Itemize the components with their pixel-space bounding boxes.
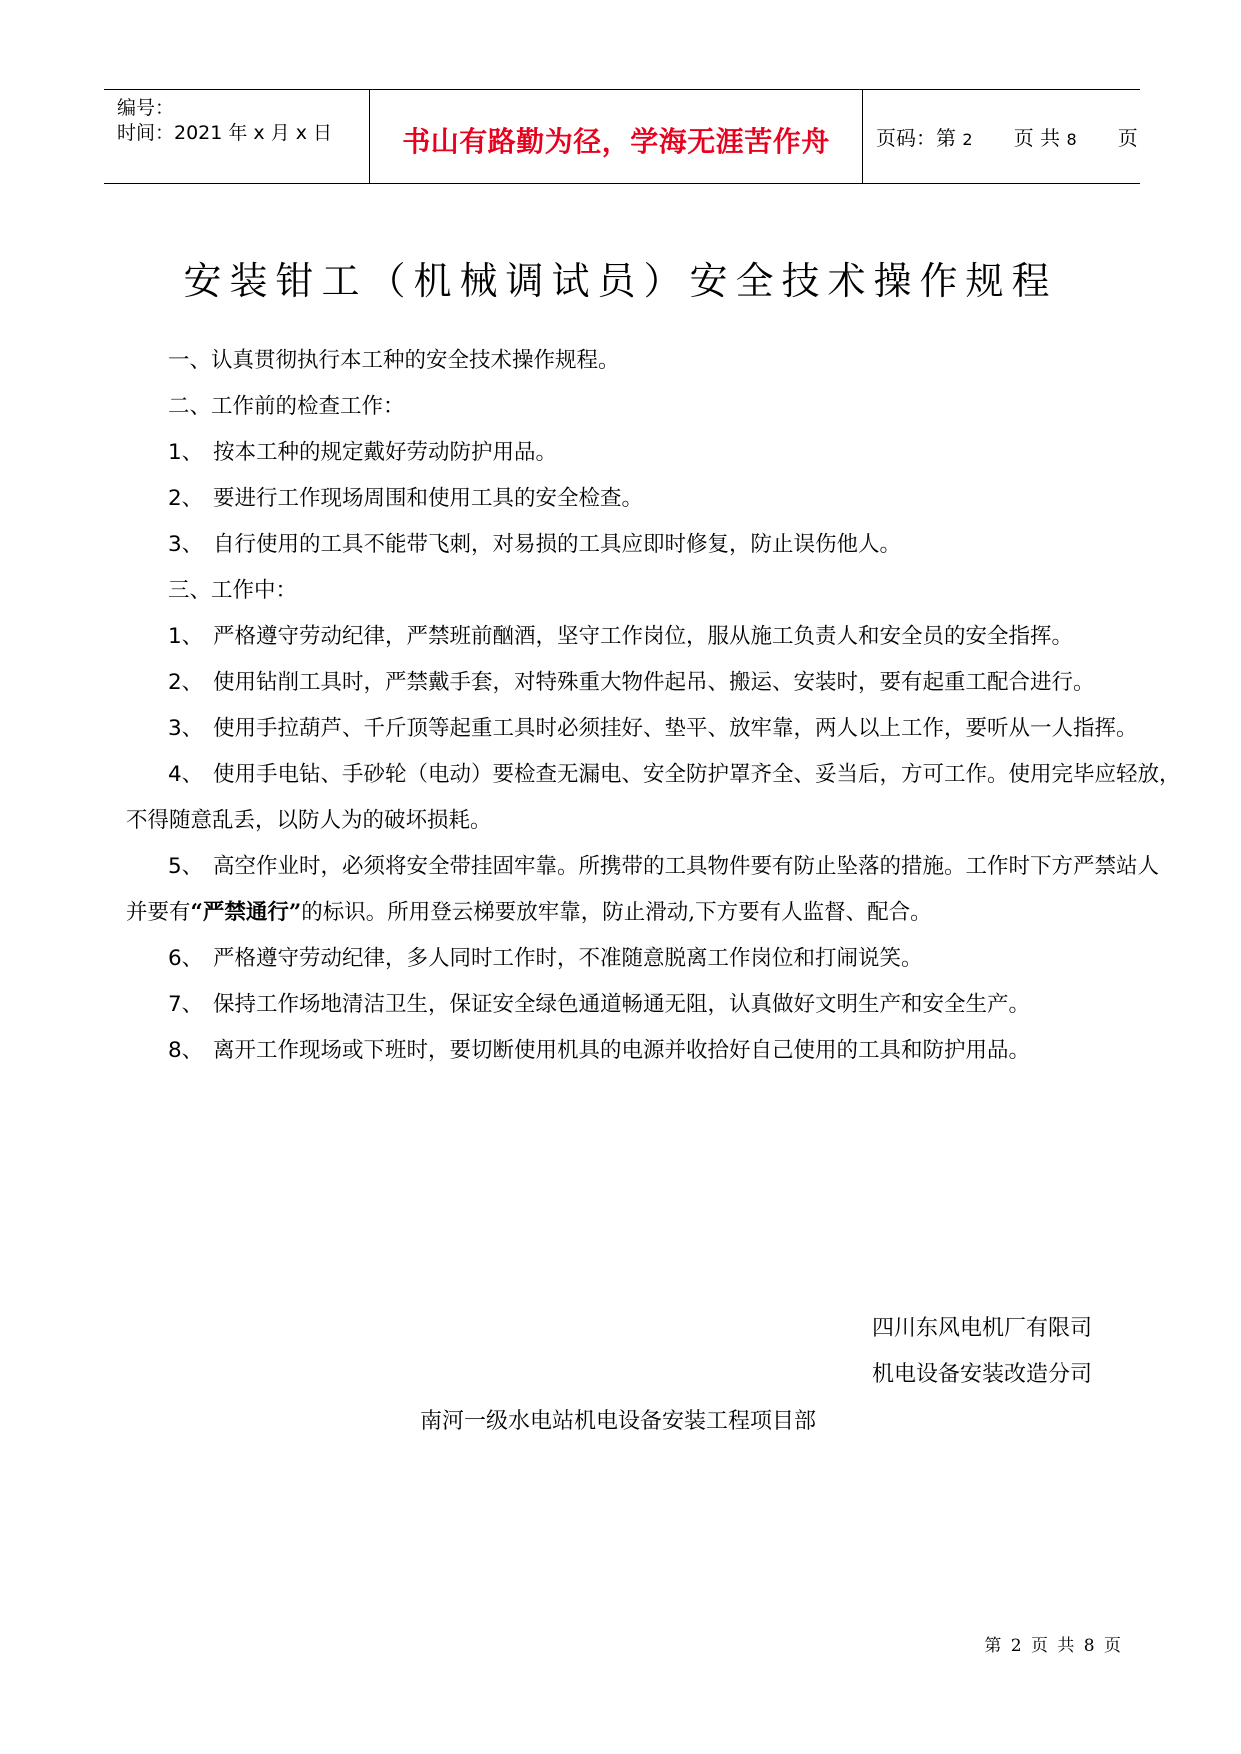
rule-line xyxy=(126,1028,1136,1074)
rule-line xyxy=(126,706,1136,752)
rule-line xyxy=(126,568,1136,614)
rule-line xyxy=(126,844,1160,890)
rule-text: 离开工作现场或下班时，要切断使用机具的电源并收拾好自己使用的工具和防护用品。 xyxy=(213,1038,1031,1063)
rule-text: 按本工种的规定戴好劳动防护用品。 xyxy=(213,440,558,465)
rule-text: 要进行工作现场周围和使用工具的安全检查。 xyxy=(213,486,644,511)
signature-project: 南河一级水电站机电设备安装工程项目部 xyxy=(420,1409,817,1434)
rule-text: 不得随意乱丢，以防人为的破坏损耗。 xyxy=(126,808,492,833)
page-number: 2 xyxy=(962,130,973,149)
rule-text: 二、工作前的检查工作： xyxy=(168,394,405,419)
rule-number: 1、 xyxy=(168,440,204,465)
rule-line xyxy=(126,338,1136,384)
rule-number: 2、 xyxy=(168,486,204,511)
rule-number: 6、 xyxy=(168,946,204,971)
rule-line-continued xyxy=(126,890,1136,936)
no-passage-label: “严禁通行” xyxy=(190,900,302,925)
rule-line xyxy=(126,476,1136,522)
rule-text: 三、工作中： xyxy=(168,578,298,603)
rule-text: 严格遵守劳动纪律，多人同时工作时，不准随意脱离工作岗位和打闹说笑。 xyxy=(213,946,923,971)
signature-branch: 机电设备安装改造分司 xyxy=(872,1362,1093,1387)
rule-line xyxy=(126,384,1136,430)
rule-text: 使用钻削工具时，严禁戴手套，对特殊重大物件起吊、搬运、安装时，要有起重工配合进行。 xyxy=(213,670,1095,695)
rule-number: 5、 xyxy=(168,854,204,879)
rule-line-continued xyxy=(126,798,1136,844)
rule-text: 一、认真贯彻执行本工种的安全技术操作规程。 xyxy=(168,348,620,373)
rule-line xyxy=(126,752,1181,798)
rule-line xyxy=(126,614,1136,660)
header-page-cell xyxy=(863,90,1140,183)
rule-number: 7、 xyxy=(168,992,204,1017)
rule-text: 高空作业时，必须将安全带挂固牢靠。所携带的工具物件要有防止坠落的措施。工作时下方严禁站人 xyxy=(213,854,1160,879)
page-code xyxy=(876,122,1138,151)
document-title: 安装钳工（机械调试员）安全技术操作规程 xyxy=(183,259,1058,303)
page-suffix: 页 xyxy=(1117,126,1138,150)
rule-text: 自行使用的工具不能带飞刺，对易损的工具应即时修复，防止误伤他人。 xyxy=(213,532,902,557)
rule-text: 保持工作场地清洁卫生，保证安全绿色通道畅通无阻，认真做好文明生产和安全生产。 xyxy=(213,992,1031,1017)
rule-number: 4、 xyxy=(168,762,204,787)
rule-line xyxy=(126,430,1136,476)
rule-line xyxy=(126,522,1136,568)
rule-text: 并要有 xyxy=(126,900,191,925)
rules-body xyxy=(126,338,1181,1074)
rule-line xyxy=(126,982,1136,1028)
rule-text: 使用手拉葫芦、千斤顶等起重工具时必须挂好、垫平、放牢靠，两人以上工作，要听从一人指挥。 xyxy=(213,716,1138,741)
motto-text: 书山有路勤为径，学海无涯苦作舟 xyxy=(402,125,830,158)
doc-number-label: 编号： xyxy=(117,97,175,119)
page-prefix: 页码：第 xyxy=(876,126,956,150)
rule-text: 的标识。所用登云梯要放牢靠，防止滑动,下方要有人监督、配合。 xyxy=(301,900,932,925)
signature-company: 四川东风电机厂有限司 xyxy=(872,1316,1093,1341)
header-motto-cell xyxy=(369,90,863,183)
header-table xyxy=(104,89,1140,184)
rule-text: 使用手电钻、手砂轮（电动）要检查无漏电、安全防护罩齐全、妥当后，方可工作。使用完毕应轻放， xyxy=(213,762,1181,787)
page-footer: 第 2 页 共 8 页 xyxy=(984,1636,1123,1656)
page-total: 8 xyxy=(1066,130,1077,149)
rule-line xyxy=(126,936,1136,982)
rule-number: 2、 xyxy=(168,670,204,695)
rule-number: 1、 xyxy=(168,624,204,649)
rule-text: 严格遵守劳动纪律，严禁班前酗酒，坚守工作岗位，服从施工负责人和安全员的安全指挥。 xyxy=(213,624,1074,649)
rule-line xyxy=(126,660,1136,706)
rule-number: 3、 xyxy=(168,532,204,557)
rule-number: 3、 xyxy=(168,716,204,741)
header-meta-cell xyxy=(104,90,369,183)
rule-number: 8、 xyxy=(168,1038,204,1063)
date-label: 时间：2021 年 x 月 x 日 xyxy=(117,122,333,144)
page-mid: 页 共 xyxy=(1013,126,1061,150)
